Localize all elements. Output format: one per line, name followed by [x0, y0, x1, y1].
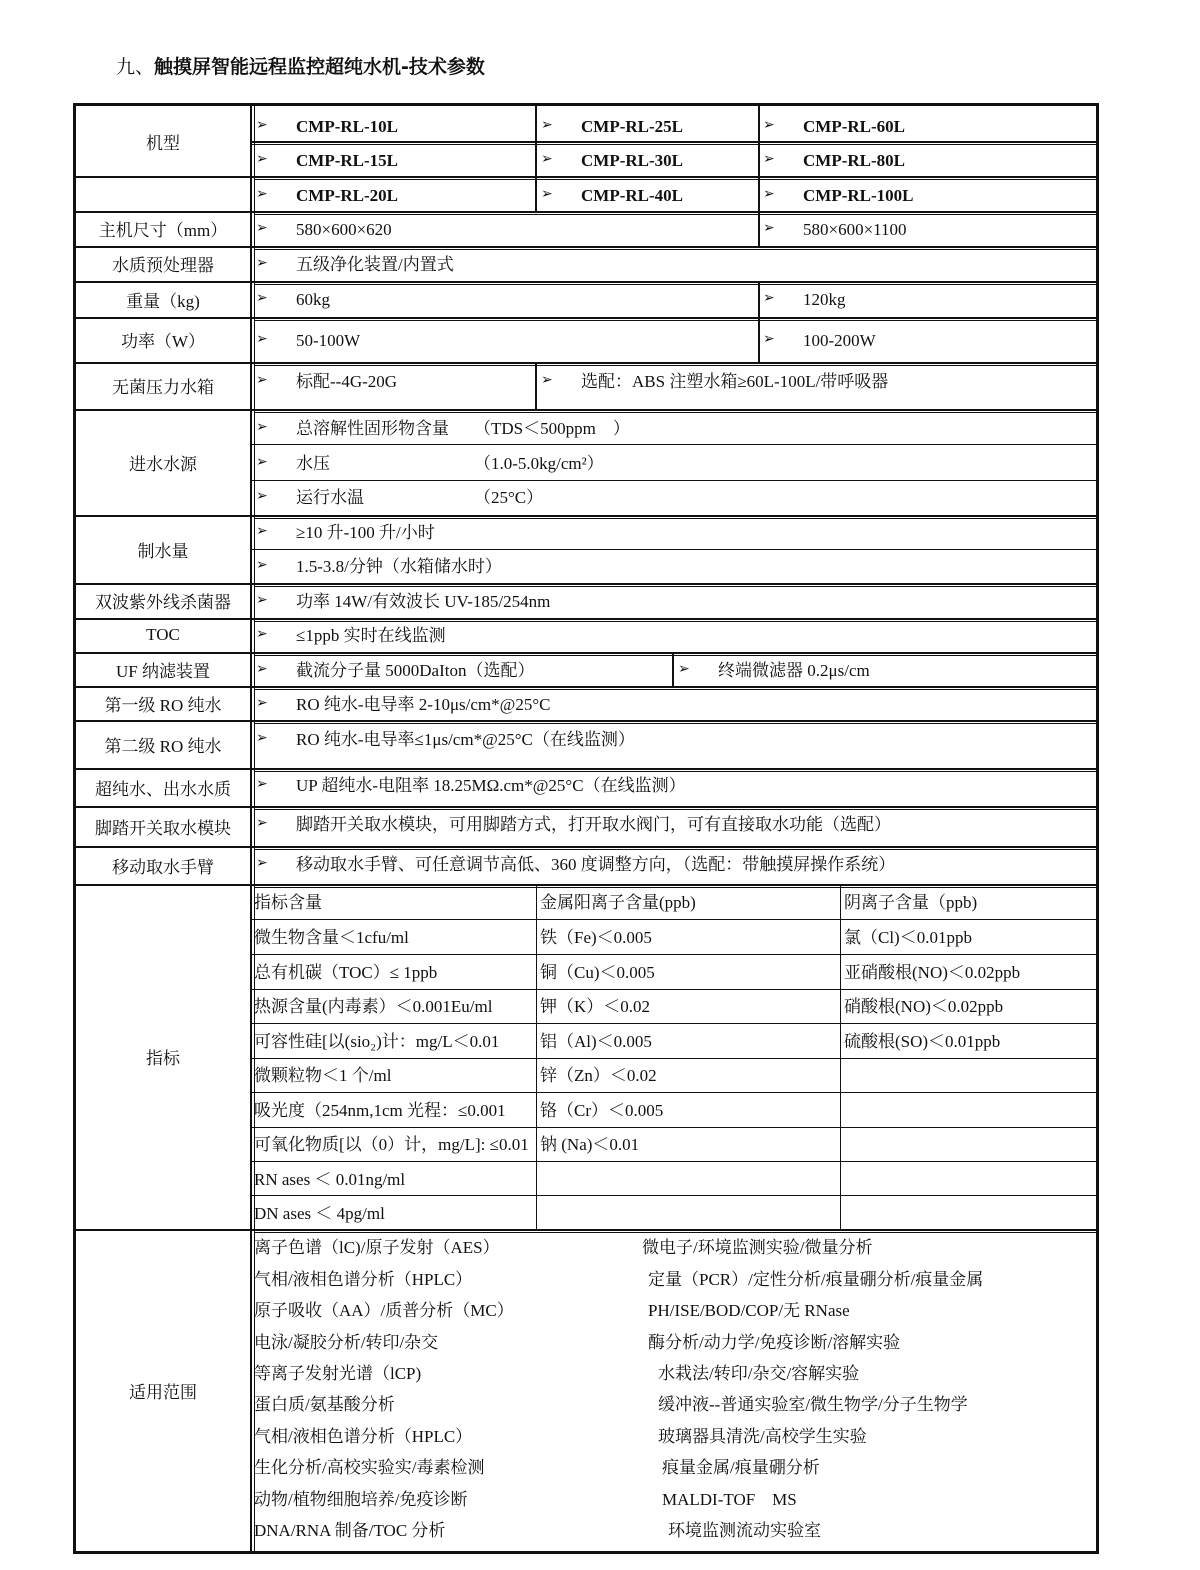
- scope-item: 玻璃器具清洗/高校学生实验: [658, 1427, 867, 1446]
- index-cell: 金属阳离子含量(ppb): [540, 893, 696, 912]
- index-cell: 微生物含量＜1cfu/ml: [254, 928, 409, 947]
- model-name: CMP-RL-60L: [803, 117, 905, 136]
- row-label: 重量（kg): [126, 291, 200, 311]
- bullet-arrow-icon: ➢: [256, 151, 268, 167]
- table-rule: [536, 884, 537, 1229]
- index-cell: 指标含量: [254, 893, 322, 912]
- row-label: 第二级 RO 纯水: [104, 736, 222, 756]
- table-rule: [250, 919, 1099, 920]
- model-name: CMP-RL-100L: [803, 186, 914, 205]
- index-cell: 氯（Cl)＜0.01ppb: [844, 928, 972, 947]
- index-cell: 铝（Al)＜0.005: [540, 1032, 652, 1051]
- bullet-arrow-icon: ➢: [541, 372, 553, 388]
- row-label: 水质预处理器: [112, 256, 214, 275]
- bullet-arrow-icon: ➢: [763, 220, 775, 236]
- index-cell: 阴离子含量（ppb): [844, 893, 978, 912]
- index-cell: 微颗粒物＜1 个/ml: [254, 1066, 392, 1085]
- row-label: 指标: [146, 1049, 180, 1068]
- row-label: 双波紫外线杀菌器: [95, 593, 231, 612]
- table-rule: [254, 887, 1099, 888]
- table-rule: [254, 365, 1099, 366]
- bullet-arrow-icon: ➢: [256, 661, 268, 677]
- bullet-arrow-icon: ➢: [763, 290, 775, 306]
- bullet-arrow-icon: ➢: [763, 186, 775, 202]
- row-label: 无菌压力水箱: [112, 378, 214, 397]
- cell-text: 1.5-3.8/分钟（水箱储水时）: [296, 557, 502, 576]
- index-cell: 可氧化物质[以（0）计，mg/L]: ≤0.01: [254, 1135, 529, 1154]
- cell-text: 功率 14W/有效波长 UV-185/254nm: [296, 592, 551, 611]
- row-label: 第一级 RO 纯水: [104, 695, 222, 715]
- table-rule: [254, 214, 1099, 215]
- cell-text: 标配--4G-20G: [296, 372, 398, 391]
- bullet-arrow-icon: ➢: [256, 815, 268, 831]
- cell-text: 580×600×1100: [803, 220, 907, 239]
- table-rule: [254, 320, 1099, 321]
- table-rule: [250, 1058, 1099, 1059]
- scope-item: 缓冲液--普通实验室/微生物学/分子生物学: [658, 1395, 968, 1414]
- bullet-arrow-icon: ➢: [678, 661, 690, 677]
- table-rule: [758, 106, 760, 211]
- index-cell: 总有机碳（TOC）≤ 1ppb: [254, 963, 438, 982]
- table-rule: [254, 621, 1099, 622]
- bullet-arrow-icon: ➢: [256, 488, 268, 504]
- table-rule: [250, 549, 1099, 550]
- bullet-arrow-icon: ➢: [256, 331, 268, 347]
- scope-item: MALDI-TOF MS: [662, 1490, 797, 1509]
- row-label: 移动取水手臂: [112, 857, 214, 877]
- scope-item: 等离子发射光谱（lCP): [254, 1364, 422, 1383]
- bullet-arrow-icon: ➢: [256, 220, 268, 236]
- cell-text: 移动取水手臂、可任意调节高低、360 度调整方向，（选配：带触摸屏操作系统）: [296, 855, 896, 874]
- bullet-arrow-icon: ➢: [256, 855, 268, 871]
- table-rule: [840, 884, 841, 1229]
- model-name: CMP-RL-30L: [581, 151, 683, 170]
- table-rule: [535, 106, 537, 211]
- table-rule: [250, 144, 1099, 145]
- row-label: UF 纳滤装置: [116, 661, 210, 681]
- cell-text: 60kg: [296, 290, 330, 309]
- cell-text: 50-100W: [296, 331, 361, 350]
- row-label: 功率（W）: [120, 332, 206, 351]
- scope-item: 痕量金属/痕量硼分析: [662, 1458, 820, 1477]
- table-rule: [254, 655, 1099, 656]
- table-rule: [254, 809, 1099, 810]
- cell-text: 100-200W: [803, 331, 876, 350]
- table-rule: [250, 444, 1099, 445]
- bullet-arrow-icon: ➢: [256, 557, 268, 573]
- scope-item: 蛋白质/氨基酸分析: [254, 1395, 395, 1414]
- row-label: 适用范围: [129, 1383, 197, 1402]
- index-cell: 锌（Zn）＜0.02: [540, 1066, 657, 1085]
- index-cell: 硝酸根(NO)＜0.02ppb: [844, 997, 1004, 1016]
- scope-item: 电泳/凝胶分析/转印/杂交: [254, 1333, 439, 1352]
- index-cell: DN ases ＜ 4pg/ml: [254, 1204, 385, 1223]
- index-cell: RN ases ＜ 0.01ng/ml: [254, 1170, 406, 1189]
- scope-item: 原子吸收（AA）/质普分析（MC）: [254, 1301, 514, 1320]
- cell-text: 水压: [296, 454, 330, 473]
- scope-item: 气相/液相色谱分析（HPLC）: [254, 1270, 473, 1289]
- scope-item: 离子色谱（lC)/原子发射（AES）: [254, 1238, 500, 1257]
- cell-text: 五级净化装置/内置式: [296, 255, 454, 274]
- cell-text: 580×600×620: [296, 220, 392, 239]
- scope-item: DNA/RNA 制备/TOC 分析: [254, 1521, 446, 1540]
- table-rule: [254, 689, 1099, 690]
- table-rule: [254, 586, 1099, 587]
- scope-item: 动物/植物细胞培养/免疫诊断: [254, 1490, 468, 1509]
- cell-text: （1.0-5.0kg/cm²）: [474, 454, 604, 473]
- table-rule: [254, 412, 1099, 413]
- bullet-arrow-icon: ➢: [763, 331, 775, 347]
- cell-text: 120kg: [803, 290, 846, 309]
- table-rule: [254, 518, 1099, 519]
- model-name: CMP-RL-40L: [581, 186, 683, 205]
- row-label: 制水量: [137, 541, 189, 561]
- scope-item: 微电子/环境监测实验/微量分析: [642, 1238, 873, 1257]
- cell-text: RO 纯水-电导率≤1μs/cm*@25°C（在线监测）: [296, 730, 635, 749]
- table-rule: [250, 1092, 1099, 1093]
- table-rule: [250, 141, 1099, 143]
- index-cell: 钾（K）＜0.02: [540, 997, 651, 1016]
- bullet-arrow-icon: ➢: [763, 151, 775, 167]
- bullet-arrow-icon: ➢: [256, 419, 268, 435]
- table-rule: [758, 281, 760, 362]
- row-label: 机型: [146, 133, 180, 153]
- cell-text: 脚踏开关取水模块，可用脚踏方式，打开取水阀门，可有直接取水功能（选配）: [296, 815, 891, 834]
- bullet-arrow-icon: ➢: [763, 117, 775, 133]
- bullet-arrow-icon: ➢: [256, 117, 268, 133]
- cell-text: RO 纯水-电导率 2-10μs/cm*@25°C: [296, 695, 551, 714]
- bullet-arrow-icon: ➢: [256, 255, 268, 271]
- table-rule: [254, 179, 1099, 180]
- model-name: CMP-RL-20L: [296, 186, 398, 205]
- model-name: CMP-RL-10L: [296, 117, 398, 136]
- cell-text: 终端微滤器 0.2μs/cm: [718, 661, 870, 680]
- row-label: 超纯水、出水水质: [95, 779, 231, 799]
- table-rule: [250, 954, 1099, 955]
- model-name: CMP-RL-15L: [296, 151, 398, 170]
- table-rule: [250, 1195, 1099, 1196]
- table-rule: [758, 211, 760, 246]
- table-rule: [535, 362, 537, 409]
- index-cell: 硫酸根(SO)＜0.01ppb: [844, 1032, 1001, 1051]
- index-cell: 亚硝酸根(NO)＜0.02ppb: [844, 963, 1021, 982]
- table-rule: [250, 1127, 1099, 1128]
- bullet-arrow-icon: ➢: [541, 117, 553, 133]
- cell-text: （TDS＜500ppm ）: [474, 419, 630, 438]
- bullet-arrow-icon: ➢: [256, 592, 268, 608]
- scope-item: 酶分析/动力学/免疫诊断/溶解实验: [648, 1333, 901, 1352]
- table-rule: [672, 652, 674, 686]
- cell-text: 选配：ABS 注塑水箱≥60L-100L/带呼吸器: [581, 372, 889, 391]
- bullet-arrow-icon: ➢: [256, 776, 268, 792]
- bullet-arrow-icon: ➢: [256, 186, 268, 202]
- index-cell: 吸光度（254nm,1cm 光程：≤0.001: [254, 1101, 506, 1120]
- row-label: 主机尺寸（mm）: [98, 221, 228, 240]
- index-cell: 铜（Cu)＜0.005: [540, 963, 655, 982]
- table-rule: [73, 176, 1099, 178]
- table-rule: [250, 480, 1099, 481]
- index-cell: 可容性硅[以(sio₂)计：mg/L＜0.01: [254, 1032, 500, 1051]
- row-label: TOC: [146, 625, 180, 644]
- row-label: 脚踏开关取水模块: [95, 818, 231, 838]
- bullet-arrow-icon: ➢: [541, 186, 553, 202]
- scope-item: 气相/液相色谱分析（HPLC）: [254, 1427, 473, 1446]
- table-rule: [254, 849, 1099, 850]
- table-rule: [250, 1023, 1099, 1024]
- scope-item: 环境监测流动实验室: [668, 1521, 821, 1540]
- index-cell: 热源含量(内毒素）＜0.001Eu/ml: [254, 997, 493, 1016]
- table-rule: [254, 771, 1099, 772]
- table-rule: [254, 284, 1099, 285]
- bullet-arrow-icon: ➢: [256, 372, 268, 388]
- scope-item: 水栽法/转印/杂交/容解实验: [658, 1364, 860, 1383]
- table-rule: [254, 723, 1099, 724]
- table-rule: [254, 249, 1099, 250]
- cell-text: ≤1ppb 实时在线监测: [296, 626, 446, 645]
- bullet-arrow-icon: ➢: [256, 454, 268, 470]
- cell-text: 截流分子量 5000DaIton（选配）: [296, 661, 535, 680]
- cell-text: （25°C）: [474, 488, 544, 507]
- index-cell: 铬（Cr）＜0.005: [540, 1101, 664, 1120]
- bullet-arrow-icon: ➢: [256, 523, 268, 539]
- scope-item: PH/ISE/BOD/COP/无 RNase: [648, 1301, 850, 1320]
- scope-item: 定量（PCR）/定性分析/痕量硼分析/痕量金属: [648, 1270, 984, 1289]
- page-title: 九、触摸屏智能远程监控超纯水机-技术参数: [116, 56, 485, 78]
- scope-item: 生化分析/高校实验实/毒素检测: [254, 1458, 485, 1477]
- bullet-arrow-icon: ➢: [256, 626, 268, 642]
- index-cell: 铁（Fe)＜0.005: [540, 928, 652, 947]
- bullet-arrow-icon: ➢: [256, 695, 268, 711]
- index-cell: 钠 (Na)＜0.01: [540, 1135, 640, 1154]
- bullet-arrow-icon: ➢: [256, 730, 268, 746]
- cell-text: UP 超纯水-电阻率 18.25MΩ.cm*@25°C（在线监测）: [296, 776, 686, 795]
- cell-text: ≥10 升-100 升/小时: [296, 523, 435, 542]
- table-rule: [250, 1161, 1099, 1162]
- bullet-arrow-icon: ➢: [541, 151, 553, 167]
- cell-text: 总溶解性固形物含量: [296, 419, 449, 438]
- model-name: CMP-RL-25L: [581, 117, 683, 136]
- row-label: 进水水源: [129, 454, 197, 474]
- table-rule: [250, 989, 1099, 990]
- table-rule: [250, 106, 252, 1552]
- table-rule: [254, 1232, 1099, 1233]
- cell-text: 运行水温: [296, 488, 364, 507]
- model-name: CMP-RL-80L: [803, 151, 905, 170]
- bullet-arrow-icon: ➢: [256, 290, 268, 306]
